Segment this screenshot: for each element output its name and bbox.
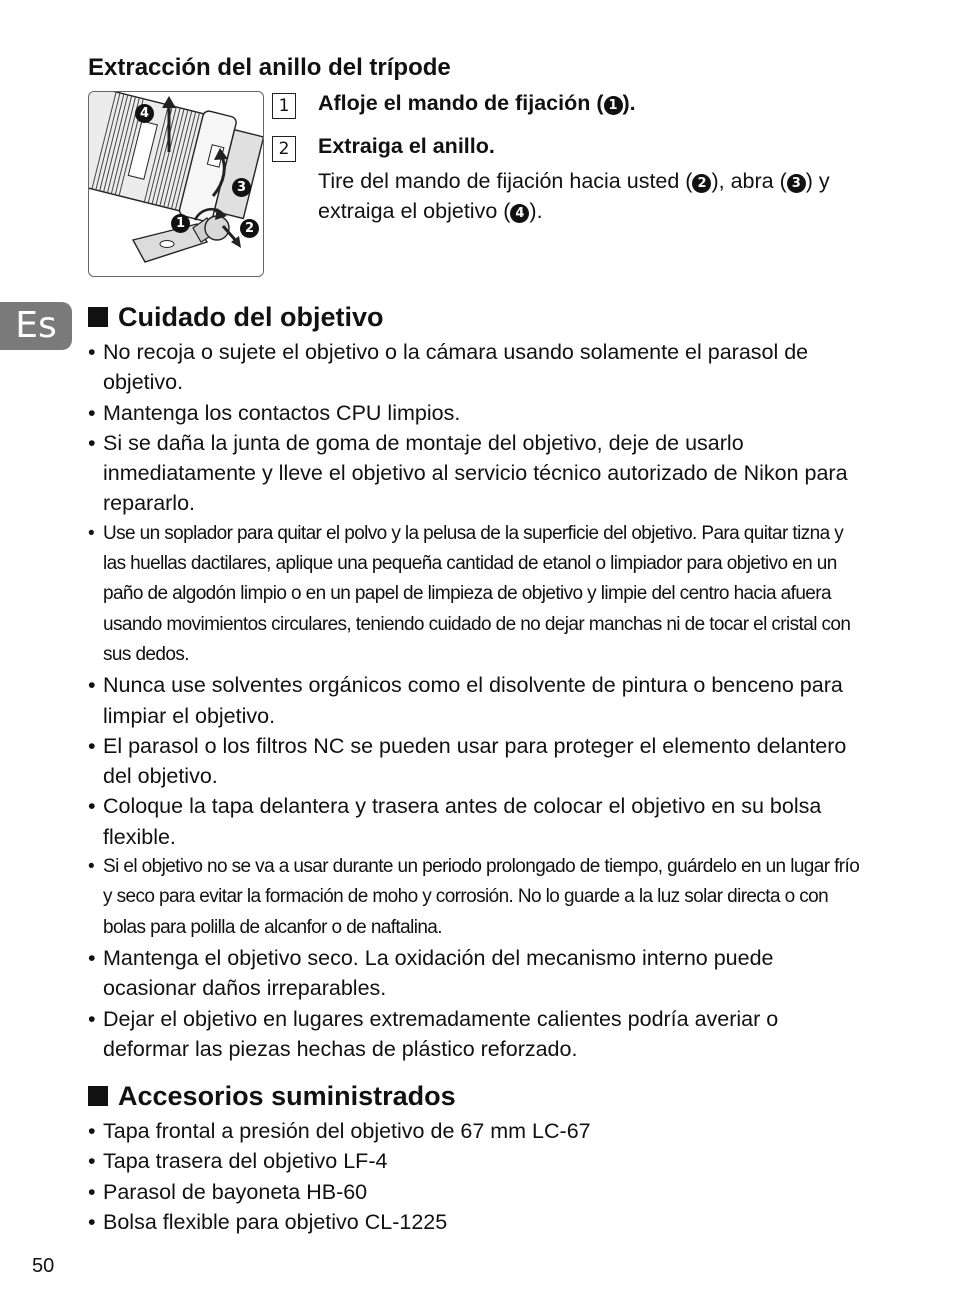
detail-part-1: Tire del mando de fijación hacia usted (: [318, 169, 693, 193]
step-1-text-pre: Afloje el mando de fijación (: [318, 91, 604, 115]
step-2-text: Extraiga el anillo.: [318, 134, 495, 158]
figure-marker-3: 3: [232, 178, 251, 197]
list-item: • No recoja o sujete el objetivo o la cámara usando solamente el parasol de objetivo.: [88, 337, 860, 398]
step-2-detail: [318, 166, 838, 226]
page-number: 50: [32, 1255, 55, 1277]
detail-marker-4: 4: [510, 204, 529, 223]
detail-part-3: ) y extraiga el objetivo (: [318, 169, 830, 223]
figure-marker-2: 2: [240, 219, 259, 238]
detail-marker-3: 3: [787, 174, 806, 193]
figure-marker-4: 4: [135, 104, 154, 123]
list-item: • Mantenga el objetivo seco. La oxidación del mecanismo interno puede ocasionar daños irreparables.: [88, 943, 860, 1004]
list-item: • Parasol de bayoneta HB-60: [88, 1177, 860, 1207]
accessories-section-title: [88, 1081, 456, 1112]
accessories-list: [88, 1116, 860, 1237]
care-list: [88, 337, 860, 1064]
step-1-text-post: ).: [622, 91, 636, 115]
care-section-title: [88, 302, 384, 333]
list-item: • Si se daña la junta de goma de montaje del objetivo, deje de usarlo inmediatamente y lleve el objetivo al servicio técnico autorizado de Nikon para repararlo.: [88, 428, 860, 519]
list-item: • Coloque la tapa delantera y trasera antes de colocar el objetivo en su bolsa flexible.: [88, 791, 860, 852]
lens-tripod-ring-illustration: [88, 91, 264, 277]
list-item: • Use un soplador para quitar el polvo y la pelusa de la superficie del objetivo. Para quitar tizna y las huellas dactilares, aplique una pequeña cantidad de etanol o limpiador para objetivo en un paño de algodón limpio o en un papel de limpieza de objetivo y limpie del centro hacia afuera usando movimientos circulares, teniendo cuidado de no dejar manchas ni de tocar el cristal con sus dedos.: [88, 519, 860, 670]
step-2-number: 2: [272, 136, 296, 162]
detail-marker-2: 2: [692, 174, 711, 193]
list-item: • Nunca use solventes orgánicos como el disolvente de pintura o benceno para limpiar el objetivo.: [88, 670, 860, 731]
list-item: • Tapa frontal a presión del objetivo de 67 mm LC-67: [88, 1116, 860, 1146]
list-item: • Tapa trasera del objetivo LF-4: [88, 1146, 860, 1176]
step-1-text: [318, 91, 636, 116]
list-item: • Si el objetivo no se va a usar durante un periodo prolongado de tiempo, guárdelo en un lugar frío y seco para evitar la formación de moho y corrosión. No lo guarde a la luz solar directa o con bolas para polilla de alcanfor o de naftalina.: [88, 852, 860, 943]
step-1: [272, 91, 862, 123]
list-item: • Mantenga los contactos CPU limpios.: [88, 398, 860, 428]
language-tab: Es: [0, 302, 72, 350]
list-item: • Dejar el objetivo en lugares extremadamente calientes podría averiar o deformar las piezas hechas de plástico reforzado.: [88, 1004, 860, 1065]
step-2: [272, 134, 862, 166]
section-square-icon: [88, 1086, 108, 1106]
list-item: • El parasol o los filtros NC se pueden usar para proteger el elemento delantero del objetivo.: [88, 731, 860, 792]
step-1-marker: 1: [604, 96, 623, 115]
section-square-icon: [88, 307, 108, 327]
care-title-text: Cuidado del objetivo: [118, 302, 384, 332]
tripod-section-title: Extracción del anillo del trípode: [88, 54, 451, 81]
step-1-number: 1: [272, 93, 296, 119]
figure-marker-1: 1: [171, 214, 190, 233]
detail-part-2: ), abra (: [711, 169, 787, 193]
detail-part-4: ).: [529, 199, 543, 223]
accessories-title-text: Accesorios suministrados: [118, 1081, 456, 1111]
list-item: • Bolsa flexible para objetivo CL-1225: [88, 1207, 860, 1237]
